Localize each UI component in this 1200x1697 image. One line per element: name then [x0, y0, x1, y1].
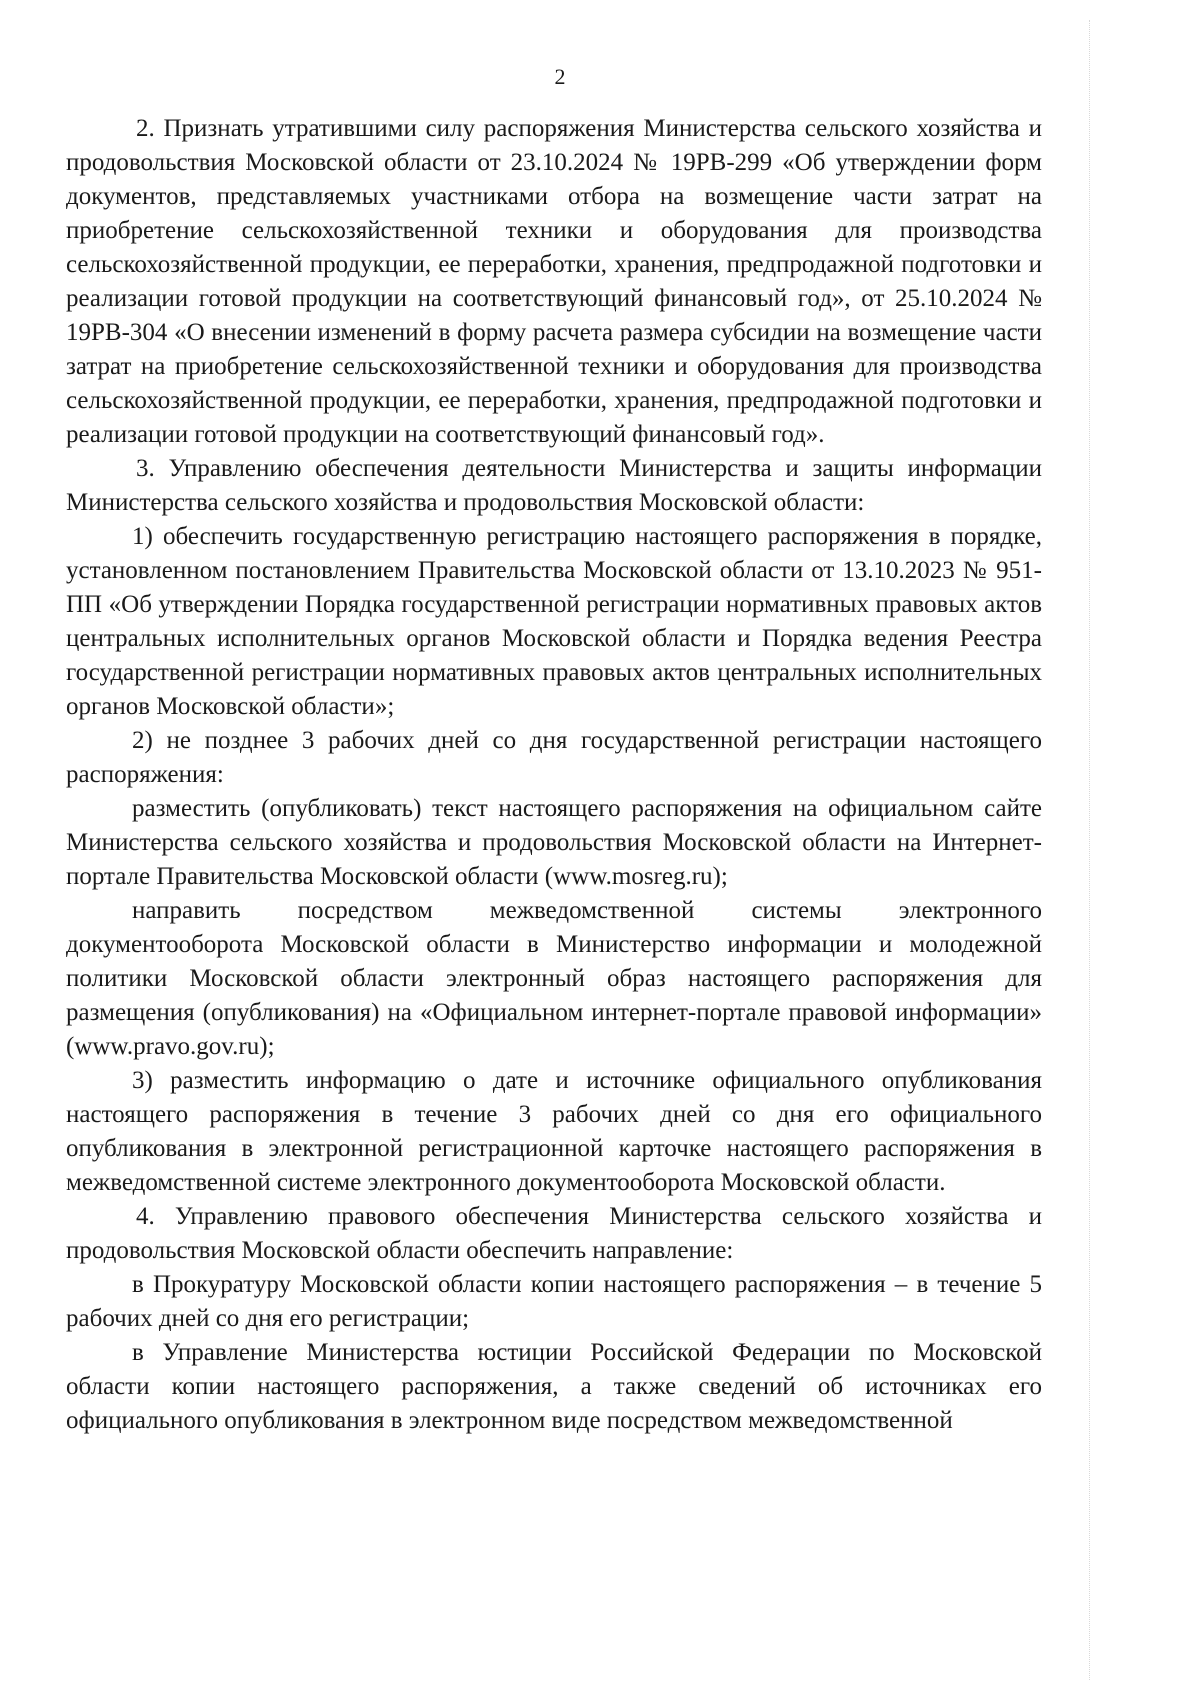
paragraph-item-3-2-send: направить посредством межведомственной системы электронного документооборота Московской области в Министерство информации и молодежной политики Московской области электронный образ настоящего распоряжения для размещения (опубликования) на «Официальном интернет-портале правовой информации» (www.pravo.gov.ru);	[66, 897, 1042, 1060]
paragraph-item-3-2-publish: разместить (опубликовать) текст настоящего распоряжения на официальном сайте Министерства сельского хозяйства и продовольствия Московской области на Интернет-портале Правительства Московской области (www.mosreg.ru);	[66, 795, 1042, 890]
paragraph-item-2: 2. Признать утратившими силу распоряжения Министерства сельского хозяйства и продовольствия Московской области от 23.10.2024 № 19РВ-299 «Об утверждении форм документов, представляемых участниками отбора на возмещение части затрат на приобретение сельскохозяйственной техники и оборудования для производства сельскохозяйственной продукции, ее переработки, хранения, предпродажной подготовки и реализации готовой продукции на соответствующий финансовый год», от 25.10.2024 № 19РВ-304 «О внесении изменений в форму расчета размера субсидии на возмещение части затрат на приобретение сельскохозяйственной техники и оборудования для производства сельскохозяйственной продукции, ее переработки, хранения, предпродажной подготовки и реализации готовой продукции на соответствующий финансовый год».	[66, 115, 1042, 448]
paragraph-item-4-justice: в Управление Министерства юстиции Российской Федерации по Московской области копии настоящего распоряжения, а также сведений об источниках его официального опубликования в электронном виде посредством межведомственной	[66, 1339, 1042, 1434]
scan-edge-line	[1089, 20, 1090, 1680]
paragraph-item-3: 3. Управлению обеспечения деятельности Министерства и защиты информации Министерства сельского хозяйства и продовольствия Московской области:	[66, 455, 1042, 516]
paragraph-item-4: 4. Управлению правового обеспечения Министерства сельского хозяйства и продовольствия Московской области обеспечить направление:	[66, 1203, 1042, 1264]
paragraph-item-4-prosecutor: в Прокуратуру Московской области копии настоящего распоряжения – в течение 5 рабочих дней со дня его регистрации;	[66, 1271, 1042, 1332]
paragraph-item-3-3: 3) разместить информацию о дате и источнике официального опубликования настоящего распоряжения в течение 3 рабочих дней со дня его официального опубликования в электронной регистрационной карточке настоящего распоряжения в межведомственной системе электронного документооборота Московской области.	[66, 1067, 1042, 1196]
document-body	[66, 112, 1042, 1438]
paragraph-item-3-2: 2) не позднее 3 рабочих дней со дня государственной регистрации настоящего распоряжения:	[66, 727, 1042, 788]
paragraph-item-3-1: 1) обеспечить государственную регистрацию настоящего распоряжения в порядке, установленном постановлением Правительства Московской области от 13.10.2023 № 951-ПП «Об утверждении Порядка государственной регистрации нормативных правовых актов центральных исполнительных органов Московской области и Порядка ведения Реестра государственной регистрации нормативных правовых актов центральных исполнительных органов Московской области»;	[66, 523, 1042, 720]
page-number: 2	[554, 64, 566, 89]
